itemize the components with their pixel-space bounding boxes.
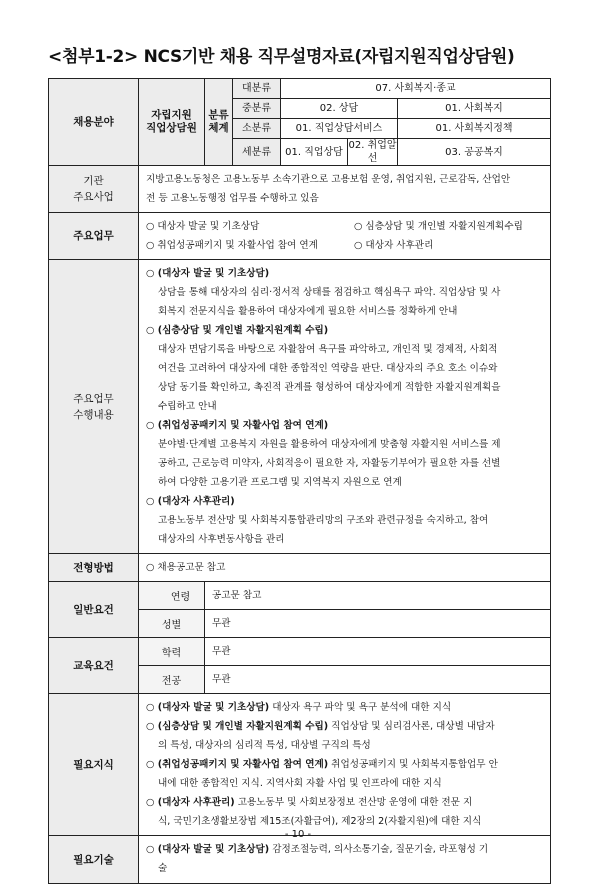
content-body: ○ (대상자 발굴 및 기초상담) 상담을 통해 대상자의 심리·정서적 상태를 점검하고 핵심욕구 파악. 직업상담 및 사 회복지 전문지식을 활용하여 대상자에게 필요한 서비스를 정확하게 안내 ○ (심층상담 및 개인별 자활지원계획 수립) 대상자 면담기록을 바탕으로 자활참여 욕구를 파악하고, 개인적 및 경제적, 사회적 여건을 고려하여 대상자에 대한 종합적인 역량을 판단. 대상자의 주요 호소 이슈와 상담 동기를 확인하고, 촉진적 관계를 형성하여 대상자에게 적합한 자활지원계획을 수립하고 안내 ○ (취업성공패키지 및 자활사업 참여 연계) 분야별·단계별 고용복지 자원을 활용하여 대상자에게 맞춤형 자활지원 서비스를 제 공하고, 근로능력 미약자, 사회적응이 필요한 자, 자활동기부여가 필요한 자를 선별 하여 다양한 고용기관 프로그램 및 지역복지 자원으로 연계 ○ (대상자 사후관리) 고용노동부 전산망 및 사회복지통합관리망의 구조와 관련규정을 숙지하고, 참여 대상자의 사후변동사항을 관리 bbox=[139, 260, 551, 554]
minor-value-2: 01. 사회복지정책 bbox=[398, 119, 551, 139]
minor-label: 소분류 bbox=[233, 119, 281, 139]
class-row-major bbox=[49, 79, 551, 99]
job-description-table bbox=[48, 78, 551, 884]
org-label: 기관 주요사업 bbox=[49, 166, 139, 213]
edu-label: 교육요건 bbox=[49, 638, 139, 694]
knowledge-item: ○ (대상자 발굴 및 기초상담) 대상자 욕구 파악 및 욕구 분석에 대한 지식 bbox=[146, 702, 452, 713]
page-title: <첨부1-2> NCS기반 채용 직무설명자료(자립지원직업상담원) bbox=[48, 47, 515, 67]
general-row-1 bbox=[49, 582, 551, 610]
skills-body: ○ (대상자 발굴 및 기초상담) 감정조절능력, 의사소통기술, 질문기술, 라포형성 기 술 bbox=[139, 836, 551, 884]
skills-label: 필요기술 bbox=[49, 836, 139, 884]
knowledge-label: 필요지식 bbox=[49, 694, 139, 836]
content-head: ○ (취업성공패키지 및 자활사업 참여 연계) bbox=[146, 420, 329, 431]
content-label: 주요업무 수행내용 bbox=[49, 260, 139, 554]
major-field-value: 무관 bbox=[205, 666, 551, 694]
gender-label: 성별 bbox=[139, 610, 205, 638]
knowledge-item: ○ (대상자 사후관리) 고용노동부 및 사회보장정보 전산망 운영에 대한 전문 지 bbox=[146, 797, 473, 808]
content-head: ○ (대상자 발굴 및 기초상담) bbox=[146, 268, 270, 279]
knowledge-body: ○ (대상자 발굴 및 기초상담) 대상자 욕구 파악 및 욕구 분석에 대한 지식 ○ (심층상담 및 개인별 자활지원계획 수립) 직업상담 및 심리검사론, 대상별 내담자 의 특성, 대상자의 심리적 특성, 대상별 구직의 특성 ○ (취업성공패키지 및 자활사업 참여 연계) 취업성공패키지 및 사회복지통합업무 안 내에 대한 종합적인 지식. 지역사회 자활 사업 및 인프라에 대한 지식 ○ (대상자 사후관리) 고용노동부 및 사회보장정보 전산망 운영에 대한 전문 지 식, 국민기초생활보장법 제15조(자활급여), 제2장의 2(자활지원)에 대한 지식 bbox=[139, 694, 551, 836]
age-label: 연령 bbox=[139, 582, 205, 610]
detail-label: 세분류 bbox=[233, 139, 281, 166]
degree-label: 학력 bbox=[139, 638, 205, 666]
page-number: - 10 - bbox=[284, 829, 312, 840]
general-label: 일반요건 bbox=[49, 582, 139, 638]
main-tasks-label: 주요업무 bbox=[49, 213, 139, 260]
job-name: 자립지원 직업상담원 bbox=[139, 79, 205, 166]
detail-value-1: 01. 직업상담 bbox=[281, 139, 348, 166]
minor-value-1: 01. 직업상담서비스 bbox=[281, 119, 398, 139]
degree-value: 무관 bbox=[205, 638, 551, 666]
middle-value-2: 01. 사회복지 bbox=[398, 99, 551, 119]
skills-row bbox=[49, 836, 551, 884]
middle-value-1: 02. 상담 bbox=[281, 99, 398, 119]
knowledge-row bbox=[49, 694, 551, 836]
class-system-label: 분류 체계 bbox=[205, 79, 233, 166]
content-head: ○ (대상자 사후관리) bbox=[146, 496, 235, 507]
main-tasks-row bbox=[49, 213, 551, 260]
content-row bbox=[49, 260, 551, 554]
age-value: 공고문 참고 bbox=[205, 582, 551, 610]
org-row bbox=[49, 166, 551, 213]
gender-value: 무관 bbox=[205, 610, 551, 638]
hiring-text: ○ 채용공고문 참고 bbox=[139, 554, 551, 582]
main-tasks-line: ○ 대상자 발굴 및 기초상담 ○ 심층상담 및 개인별 자활지원계획수립 bbox=[146, 221, 523, 232]
hiring-row bbox=[49, 554, 551, 582]
knowledge-item: ○ (심층상담 및 개인별 자활지원계획 수립) 직업상담 및 심리검사론, 대상별 내담자 bbox=[146, 721, 495, 732]
detail-value-2: 02. 취업알선 bbox=[348, 140, 397, 164]
content-head: ○ (심층상담 및 개인별 자활지원계획 수립) bbox=[146, 325, 329, 336]
main-tasks-list bbox=[139, 213, 551, 260]
main-tasks-line: ○ 취업성공패키지 및 자활사업 참여 연계 ○ 대상자 사후관리 bbox=[146, 240, 434, 251]
org-text: 지방고용노동청은 고용노동부 소속기관으로 고용보험 운영, 취업지원, 근로감독, 산업안 전 등 고용노동행정 업무를 수행하고 있음 bbox=[139, 166, 551, 213]
detail-value-3: 03. 공공복지 bbox=[398, 139, 551, 166]
skills-item: ○ (대상자 발굴 및 기초상담) 감정조절능력, 의사소통기술, 질문기술, 라포형성 기 bbox=[146, 844, 489, 855]
knowledge-item: ○ (취업성공패키지 및 자활사업 참여 연계) 취업성공패키지 및 사회복지통합업무 안 bbox=[146, 759, 498, 770]
major-field-label: 전공 bbox=[139, 666, 205, 694]
major-label: 대분류 bbox=[233, 79, 281, 99]
hiring-label: 전형방법 bbox=[49, 554, 139, 582]
middle-label: 중분류 bbox=[233, 99, 281, 119]
recruit-field-label: 채용분야 bbox=[49, 79, 139, 166]
edu-row-1 bbox=[49, 638, 551, 666]
major-value: 07. 사회복지·종교 bbox=[281, 79, 551, 99]
